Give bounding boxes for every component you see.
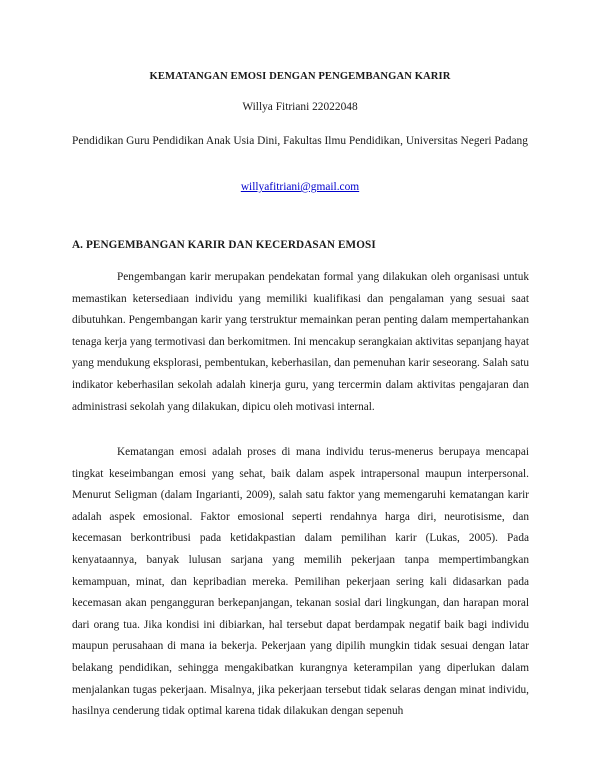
author-line: Willya Fitriani 22022048: [242, 101, 358, 113]
email-line: [60, 181, 540, 193]
body-paragraph-1-container: [72, 267, 529, 418]
email-link[interactable]: willyafitriani@gmail.com: [240, 181, 360, 193]
section-heading: A. PENGEMBANGAN KARIR DAN KECERDASAN EMOSI: [72, 239, 376, 251]
body-paragraph: Kematangan emosi adalah proses di mana individu terus-menerus berupaya mencapai tingkat keseimbangan emosi yang sehat, baik dalam aspek intrapersonal maupun interpersonal. Menurut Seligman (dalam Ingarianti, 2009), salah satu faktor yang memengaruhi kematangan karir adalah aspek emosional. Faktor emosional seperti rendahnya harga diri, neurotisisme, dan kecemasan berkontribusi pada ketidakpastian dalam pemilihan karir (Lukas, 2005). Pada kenyataannya, banyak lulusan sarjana yang memilih pekerjaan tanpa mempertimbangkan kemampuan, minat, dan kepribadian mereka. Pemilihan pekerjaan sering kali didasarkan pada kecemasan akan pengangguran berkepanjangan, tekanan sosial dari lingkungan, dan harapan moral dari orang tua. Jika kondisi ini dibiarkan, hal tersebut dapat berdampak negatif baik bagi individu maupun perusahaan di mana ia bekerja. Pekerjaan yang dipilih mungkin tidak sesuai dengan latar belakang pendidikan, sehingga mengakibatkan kurangnya keterampilan yang diperlukan dalam menjalankan tugas pekerjaan. Misalnya, jika pekerjaan tersebut tidak selaras dengan minat individu, hasilnya cenderung tidak optimal karena tidak dilakukan dengan sepenuh: [72, 446, 529, 718]
paper-title: KEMATANGAN EMOSI DENGAN PENGEMBANGAN KARIR: [149, 71, 451, 82]
body-paragraph: Pengembangan karir merupakan pendekatan formal yang dilakukan oleh organisasi untuk memastikan ketersediaan individu yang memiliki kualifikasi dan pengalaman yang sesuai saat dibutuhkan. Pengembangan karir yang terstruktur memainkan peran penting dalam mempertahankan tenaga kerja yang termotivasi dan berkomitmen. Ini mencakup serangkaian aktivitas sepanjang hayat yang mendukung eksplorasi, pembentukan, keberhasilan, dan pemenuhan karir seseorang. Salah satu indikator keberhasilan sekolah adalah kinerja guru, yang tercermin dalam aktivitas pengajaran dan administrasi sekolah yang dilakukan, dipicu oleh motivasi internal.: [72, 271, 529, 413]
affiliation-line: Pendidikan Guru Pendidikan Anak Usia Dini, Fakultas Ilmu Pendidikan, Universitas Negeri Padang: [72, 135, 528, 147]
body-paragraph-2-container: [72, 442, 529, 723]
